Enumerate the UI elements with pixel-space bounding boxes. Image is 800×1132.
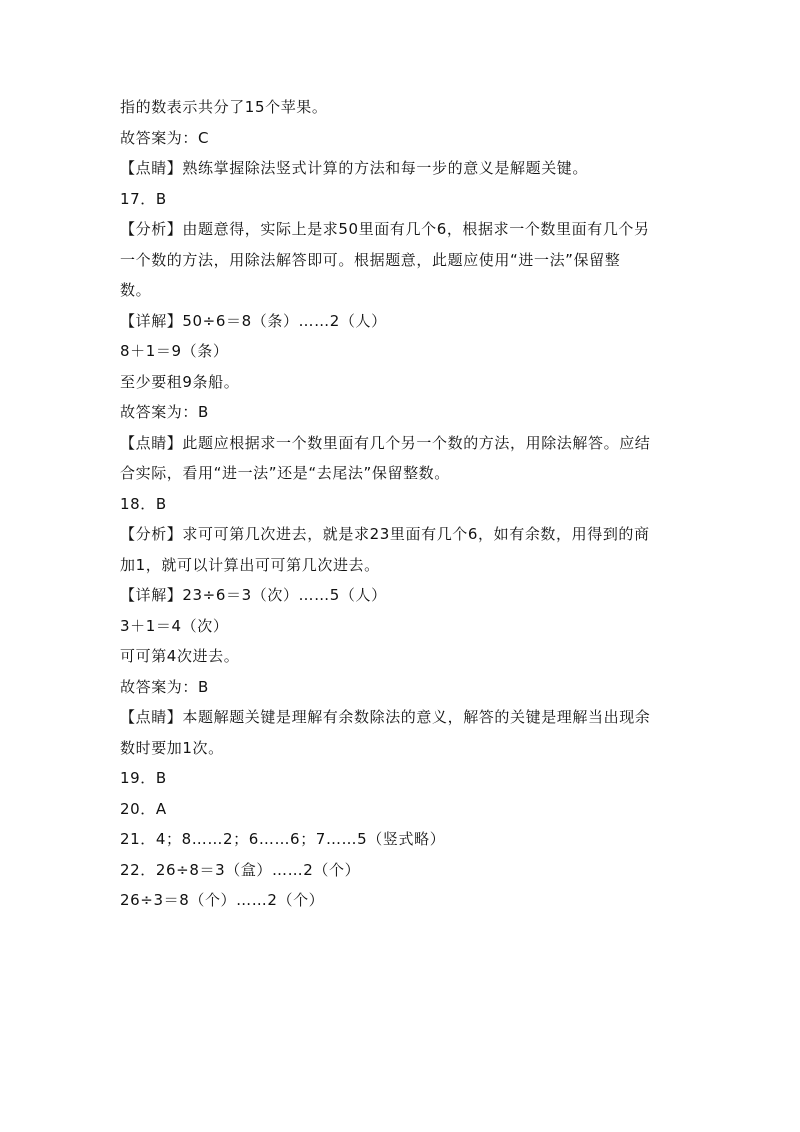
detail-line: 26÷3＝8（个）……2（个） [120, 891, 325, 909]
question-number-20: 20．A [120, 799, 167, 818]
detail-line: 3＋1＝4（次） [120, 616, 229, 635]
detail-line: 【详解】23÷6＝3（次）……5（人） [120, 586, 387, 604]
comment-line: 数时要加1次。 [120, 738, 224, 757]
analysis-line: 数。 [120, 281, 152, 299]
detail-line: 8＋1＝9（条） [120, 342, 229, 360]
answer-line: 故答案为：B [120, 677, 209, 696]
question-number-19: 19．B [120, 769, 167, 787]
analysis-line: 【分析】由题意得，实际上是求50里面有几个6，根据求一个数里面有几个另 [120, 220, 650, 238]
comment-line: 【点睛】本题解题关键是理解有余数除法的意义，解答的关键是理解当出现余 [120, 708, 651, 726]
detail-line: 可可第4次进去。 [120, 647, 240, 665]
comment-line: 【点睛】此题应根据求一个数里面有几个另一个数的方法，用除法解答。应结 [120, 433, 651, 452]
answer-line: 故答案为：B [120, 403, 209, 421]
question-number-22: 22．26÷8＝3（盒）……2（个） [120, 860, 361, 879]
question-number-17: 17．B [120, 189, 167, 208]
comment-line: 【点睛】熟练掌握除法竖式计算的方法和每一步的意义是解题关键。 [120, 159, 589, 177]
detail-line: 至少要租9条船。 [120, 372, 240, 391]
analysis-line: 加1，就可以计算出可可第几次进去。 [120, 555, 380, 574]
document-body [120, 92, 690, 916]
analysis-line: 【分析】求可可第几次进去，就是求23里面有几个6，如有余数，用得到的商 [120, 525, 650, 543]
analysis-line: 一个数的方法，用除法解答即可。根据题意，此题应使用“进一法”保留整 [120, 250, 621, 269]
answer-line: 故答案为：C [120, 128, 210, 147]
comment-line: 合实际，看用“进一法”还是“去尾法”保留整数。 [120, 464, 450, 482]
question-number-18: 18．B [120, 494, 167, 513]
detail-line: 【详解】50÷6＝8（条）……2（人） [120, 311, 387, 330]
question-number-21: 21．4；8……2；6……6；7……5（竖式略） [120, 830, 446, 848]
text-line: 指的数表示共分了15个苹果。 [120, 98, 328, 116]
